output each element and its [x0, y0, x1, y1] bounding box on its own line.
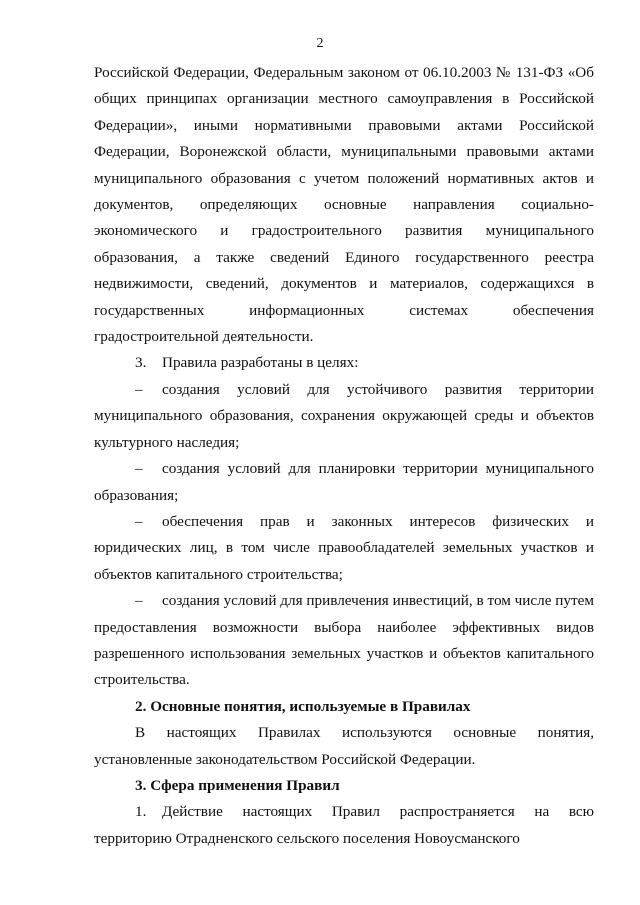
clause-3-number: 3.: [135, 354, 147, 372]
section-3-heading: 3. Сфера применения Правил: [135, 776, 340, 794]
dash-bullet: –: [135, 512, 143, 530]
dash-bullet: –: [135, 380, 143, 398]
section-3-clause-1: [94, 799, 594, 852]
goal-item-3-text: обеспечения прав и законных интересов физических и юридических лиц, в том числе правообладателей земельных участков и объектов капитального строительства;: [94, 512, 594, 583]
document-body: [94, 60, 594, 852]
intro-paragraph: Российской Федерации, Федеральным законом от 06.10.2003 № 131-ФЗ «Об общих принципах организации местного самоуправления в Российской Федерации», иными нормативными правовыми актами Российской Федерации, Воронежской области, муниципальными правовыми актами муниципального образования с учетом положений нормативных актов и документов, определяющих основные направления социально-экономического и градостроительного развития муниципального образования, а также сведений Единого государственного реестра недвижимости, сведений, документов и материалов, содержащихся в государственных информационных системах обеспечения градостроительной деятельности.: [94, 64, 594, 346]
section-3-clause-1-number: 1.: [135, 803, 147, 821]
section-3-clause-1-text: Действие настоящих Правил распространяется на всю территорию Отрадненского сельского поселения Новоусманского: [94, 803, 594, 847]
section-2-paragraph: В настоящих Правилах используются основные понятия, установленные законодательством Российской Федерации.: [94, 724, 594, 768]
section-2-heading: 2. Основные понятия, используемые в Правилах: [135, 697, 471, 715]
dash-bullet: –: [135, 460, 143, 478]
goal-item-1-text: создания условий для устойчивого развития территории муниципального образования, сохранения окружающей среды и объектов культурного наследия;: [94, 380, 594, 451]
goal-item-1: [94, 377, 594, 456]
goal-item-2: [94, 456, 594, 509]
clause-3: [94, 350, 594, 376]
goal-item-3: [94, 509, 594, 588]
clause-3-text: Правила разработаны в целях:: [162, 354, 359, 372]
goal-item-4-text: создания условий для привлечения инвестиций, в том числе путем предоставления возможности выбора наиболее эффективных видов разрешенного использования земельных участков и объектов капитального строительства.: [94, 592, 594, 689]
goal-item-4: [94, 588, 594, 694]
page-number: 2: [316, 36, 324, 51]
goal-item-2-text: создания условий для планировки территории муниципального образования;: [94, 460, 594, 504]
dash-bullet: –: [135, 592, 143, 610]
